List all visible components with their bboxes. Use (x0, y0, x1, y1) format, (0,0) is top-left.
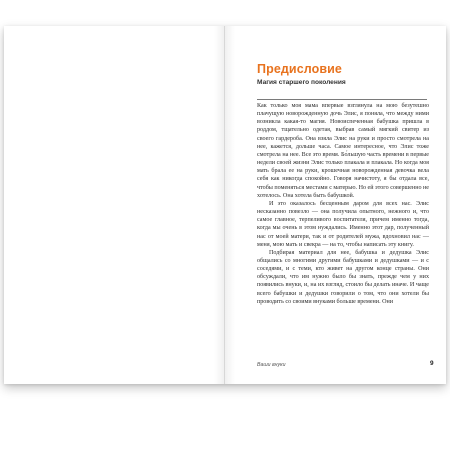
chapter-subtitle: Магия старшего поколения (257, 79, 346, 86)
paragraph: И это оказалось бесценным даром для всех нас. Элис несказанно повезло — она получила опытного, нежного и, что самое главное, терпеливого воспитателя, причем именно тогда, когда мы очень в этом нуждались. Именно этот дар, полученный нас от моей матери, так и от родителей мужа, вдохновил нас — меня, мою мать и свекра — на то, чтобы написать эту книгу. (257, 200, 429, 248)
title-divider (257, 99, 427, 100)
left-page-blank (4, 26, 225, 384)
paragraph: Как только моя мама впервые взглянула на мою безутешно плачущую новорожденную дочь Элис, я поняла, что между ними возникла какая-то магия. Новоиспеченная бабушка пришла в роддом, тщательно одетая, выбрав самый мягкий свитер из своего гардероба. Она взяла Элис на руки и просто смотрела на нее, кажется, дольше часа. Самое интересное, что Элис тоже смотрела на нее. Все это время. Бо́льшую часть времени в первые недели своей жизни Элис только плакала и плакала. Но когда моя мать брала ее на руки, крошечная новорожденная девочка вела себя как никогда спокойно. Говоря начистоту, я бы отдала все, чтобы поменяться местами с матерью. Но ей этого совершенно не хотелось. Она хотела быть бабушкой. (257, 103, 430, 199)
chapter-title: Предисловие (257, 62, 342, 76)
page-number: 9 (430, 360, 434, 367)
right-page (225, 26, 446, 384)
running-footer: Ваши внуки (257, 362, 286, 368)
body-text (257, 102, 429, 306)
book-spread (4, 26, 446, 384)
paragraph: Подбирая материал для нее, бабушка и дедушка Элис общались со многими другими бабушками и дедушками — и с соседями, и с теми, кто живет на другом конце страны. Они обсуждали, что им нужно было бы знать, прежде чем у них появились внуки, и, на их взгляд, стоило бы делать иначе. И чаще всего бабушки и дедушки говорили о том, что они хотели бы проводить со своими внуками больше времени. Они (257, 249, 429, 305)
